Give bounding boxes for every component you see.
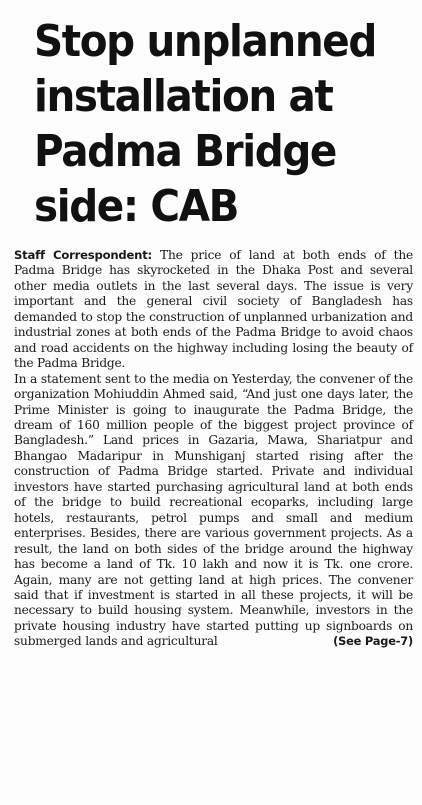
paragraph-1 — [14, 248, 413, 372]
headline-line-2: installation at — [34, 71, 333, 122]
headline-line-3: Padma Bridge — [34, 126, 337, 177]
continuation-note: (See Page-7) — [333, 634, 413, 649]
paragraph-2-text: In a statement sent to the media on Yesterday, the convener of the organization Mohiuddin Ahmed said, “And just one days later, the Prime Minister is going to inaugurate the Padma Bridge, the dream of 160 million people of the biggest project province of Bangladesh.” Land prices in Gazaria, Mawa, Shariatpur and Bhangao Madaripur in Munshiganj started rising after the construction of Padma Bridge started. Private and individual investors have started purchasing agricultural land at both ends of the bridge to build recreational ecoparks, including large hotels, restaurants, petrol pumps and small and medium enterprises. Besides, there are various government projects. As a result, the land on both sides of the bridge around the highway has become a land of Tk. 10 lakh and now it is Tk. one crore. Again, many are not getting land at high prices. The convener said that if investment is started in all these projects, it will be necessary to build housing system. Meanwhile, investors in the private housing industry have started putting up signboards on submerged lands and agricultural — [14, 371, 413, 649]
paragraph-1-text: The price of land at both ends of the Padma Bridge has skyrocketed in the Dhaka Post and several other media outlets in the last several days. The issue is very important and the general civil society of Bangladesh has demanded to stop the construction of unplanned urbanization and industrial zones at both ends of the Padma Bridge to avoid chaos and road accidents on the highway including losing the beauty of the Padma Bridge. — [14, 248, 413, 371]
headline — [34, 14, 384, 234]
headline-line-1: Stop unplanned — [34, 16, 376, 67]
paragraph-2 — [14, 372, 413, 650]
byline: Staff Correspondent: — [14, 248, 152, 262]
article-body — [14, 248, 413, 650]
headline-line-4: side: CAB — [34, 181, 239, 232]
